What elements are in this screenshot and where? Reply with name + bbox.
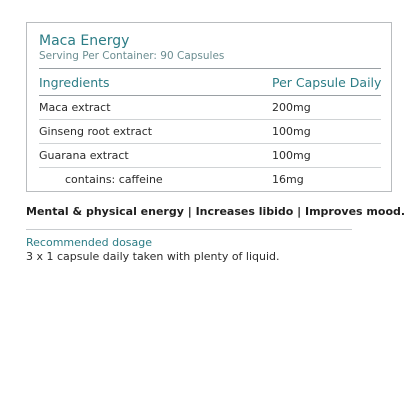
ingredient-amount: 100mg — [272, 149, 311, 162]
table-row — [39, 95, 381, 119]
product-title: Maca Energy — [39, 33, 130, 49]
per-capsule-header: Per Capsule Daily — [272, 75, 382, 90]
table-row — [39, 167, 381, 191]
ingredient-name: Guarana extract — [39, 149, 129, 162]
panel-divider — [39, 68, 381, 69]
dosage-label: Recommended dosage — [26, 236, 153, 249]
table-row — [39, 119, 381, 143]
ingredient-amount: 16mg — [272, 173, 304, 186]
nutrition-panel — [26, 22, 392, 192]
ingredient-amount: 200mg — [272, 101, 311, 114]
ingredient-amount: 100mg — [272, 125, 311, 138]
ingredient-name: Ginseng root extract — [39, 125, 153, 138]
section-divider — [26, 229, 352, 230]
ingredients-header: Ingredients — [39, 75, 110, 90]
table-row — [39, 143, 381, 167]
ingredient-name: contains: caffeine — [65, 173, 163, 186]
dosage-text: 3 x 1 capsule daily taken with plenty of liquid. — [26, 250, 280, 263]
ingredient-name: Maca extract — [39, 101, 111, 114]
serving-info: Serving Per Container: 90 Capsules — [39, 50, 225, 62]
benefits-text: Mental & physical energy | Increases libido | Improves mood. — [26, 205, 406, 218]
